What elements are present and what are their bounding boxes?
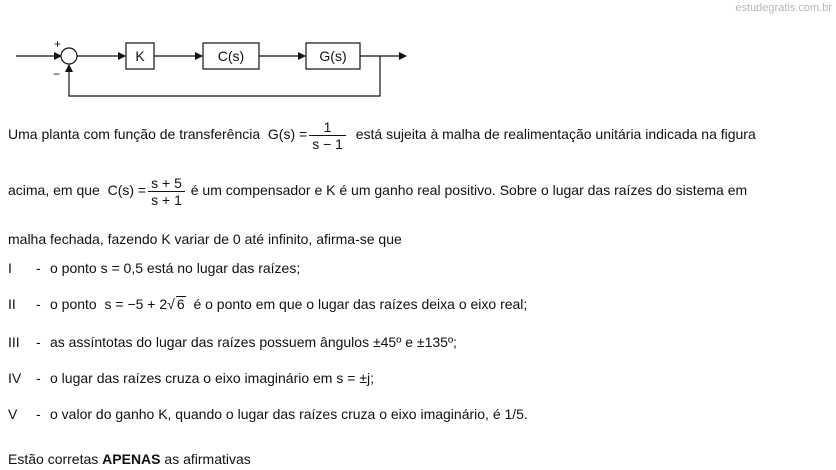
statement-i xyxy=(8,259,300,277)
paragraph-line-3: malha fechada, fazendo K variar de 0 até infinito, afirma-se que xyxy=(8,231,402,247)
statement-v xyxy=(8,405,528,423)
g-label: G(s) = xyxy=(267,126,308,143)
statement-iii-number: III xyxy=(8,334,20,350)
g-fraction xyxy=(309,119,346,152)
block-k-label: K xyxy=(135,48,145,64)
statement-iv-dash: - xyxy=(36,370,41,386)
statement-ii-math: s = −5 + 2 xyxy=(104,296,168,312)
c-numerator: s + 5 xyxy=(148,175,185,192)
sum-plus-sign: + xyxy=(54,37,62,51)
conclusion-bold: APENAS xyxy=(102,451,161,467)
statement-i-text: o ponto s = 0,5 está no lugar das raízes; xyxy=(50,260,301,276)
g-numerator: 1 xyxy=(309,119,346,136)
statement-v-number: V xyxy=(8,406,18,422)
summing-junction xyxy=(61,48,77,64)
statement-ii-text-before: o ponto xyxy=(50,296,97,312)
statement-ii xyxy=(8,295,527,313)
statement-iv xyxy=(8,369,374,387)
statement-ii-number: II xyxy=(8,296,16,312)
g-denominator: s − 1 xyxy=(312,136,343,152)
sqrt-symbol: √ xyxy=(167,296,175,312)
sqrt-argument: 6 xyxy=(176,296,185,312)
paragraph-line-1 xyxy=(8,119,756,152)
statement-v-dash: - xyxy=(36,406,41,422)
statement-iv-number: IV xyxy=(8,370,22,386)
statement-iv-text: o lugar das raízes cruza o eixo imaginário em s = ±j; xyxy=(50,370,374,386)
statement-i-number: I xyxy=(8,260,12,276)
statement-iii-text: as assíntotas do lugar das raízes possuem ângulos ±45º e ±135º; xyxy=(50,334,457,350)
watermark: estudegratis.com.br xyxy=(735,2,832,14)
statement-ii-text-after: é o ponto em que o lugar das raízes deixa o eixo real; xyxy=(193,296,528,312)
sum-minus-sign: − xyxy=(53,67,61,81)
paragraph-line-1-text-after: está sujeita à malha de realimentação unitária indicada na figura xyxy=(355,126,756,143)
block-c-label: C(s) xyxy=(217,48,245,64)
statement-iii-dash: - xyxy=(36,334,41,350)
statement-iii xyxy=(8,333,457,351)
paragraph-line-2 xyxy=(8,175,747,208)
paragraph-line-1-text-before: Uma planta com função de transferência xyxy=(8,126,261,143)
c-label: C(s) = xyxy=(107,182,147,199)
conclusion xyxy=(8,450,251,468)
block-g-label: G(s) xyxy=(319,48,347,64)
paragraph-line-2-text-after: é um compensador e K é um ganho real positivo. Sobre o lugar das raízes do sistema em xyxy=(190,182,748,199)
c-fraction xyxy=(148,175,185,208)
statement-v-text: o valor do ganho K, quando o lugar das raízes cruza o eixo imaginário, é 1/5. xyxy=(50,406,528,422)
statement-ii-dash: - xyxy=(36,296,41,312)
c-denominator: s + 1 xyxy=(151,192,182,208)
block-diagram xyxy=(0,0,420,100)
conclusion-before: Estão corretas xyxy=(8,451,99,467)
statement-i-dash: - xyxy=(36,260,41,276)
conclusion-after: as afirmativas xyxy=(164,451,251,467)
paragraph-line-2-text-before: acima, em que xyxy=(8,182,100,199)
